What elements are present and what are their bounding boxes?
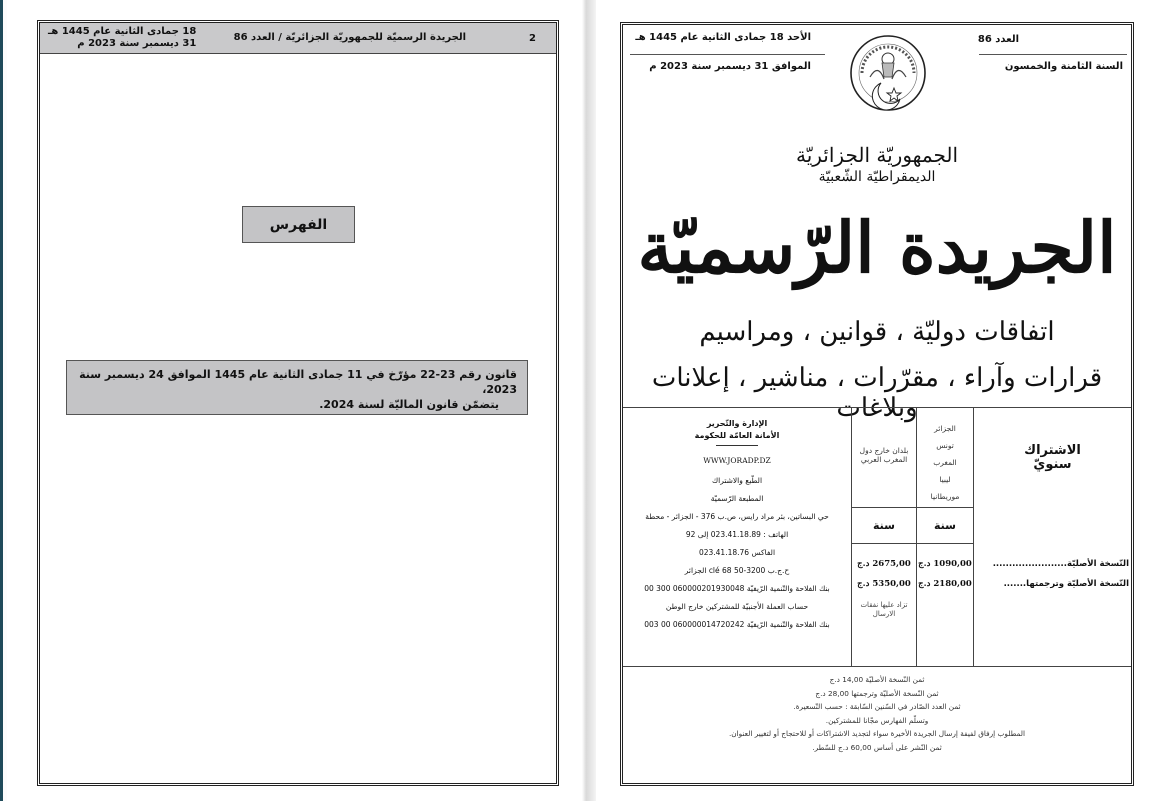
official-press: المطبعة الرّسميّة: [710, 494, 764, 503]
abroad-column: [851, 408, 916, 666]
phone: الهاتف : 023.41.18.89 إلى 92: [685, 530, 789, 539]
abroad-label: بلدان خارج دول المغرب العربي: [852, 408, 916, 508]
address: حي البساتين، بئر مراد رايس، ص.ب 376 - الجزائر - محطة: [645, 512, 829, 521]
admin-title-2: الأمانة العامّة للحكومة: [694, 431, 780, 440]
admin-title: [623, 418, 851, 442]
subscription-heading-1: الاشتراك: [1024, 443, 1081, 458]
option-original: النّسخة الأصليّة.......................: [992, 559, 1129, 569]
subscription-heading: [974, 444, 1131, 472]
subscription-heading-2: سنويّ: [1033, 457, 1072, 472]
option-original-translation: النّسخة الأصليّة وترجمتها.......: [1003, 579, 1129, 589]
publication-year: السنة الثامنة والخمسون: [1004, 61, 1123, 72]
date-hijri: 18 جمادى الثانية عام 1445 هـ: [48, 26, 197, 37]
country: تونس: [936, 441, 954, 450]
masthead-subtitle-1: اتفاقات دوليّة ، قوانين ، ومراسيم: [699, 317, 1055, 347]
date-gregorian: 31 ديسمبر سنة 2023 م: [77, 38, 197, 49]
bank-account-1: بنك الفلاحة والتّنمية الرّيفيّة 060000201930048 300 00: [644, 584, 830, 593]
country: المغرب: [933, 458, 957, 467]
country: الجزائر: [934, 424, 956, 433]
fax: الفاكس 023.41.18.76: [698, 548, 776, 557]
postal-account: ح.ج.ب 3200-50 clé 68 الجزائر: [684, 566, 790, 575]
abroad-period: سنة: [852, 508, 916, 544]
website-link[interactable]: WWW.JORADP.DZ: [703, 456, 771, 465]
toc-entry-line1: قانون رقم 23-22 مؤرّخ في 11 جمادى الثانية عام 1445 الموافق 24 ديسمبر سنة 2023،: [79, 368, 517, 396]
cover-frame: [620, 22, 1134, 786]
footer-line: ثمن العدد الصّادر في السّنين السّابقة : حسب التّسعيرة.: [793, 702, 961, 711]
running-title: الجريدة الرسميّة للجمهوريّة الجزائريّة / العدد 86: [233, 32, 466, 43]
index-heading: الفهرس: [242, 206, 355, 243]
subscription-label-column: [973, 408, 1131, 666]
footer-line: ثمن النّسخة الأصليّة 14,00 د.ج: [829, 675, 925, 684]
shipping-note: تزاد عليها نفقات الارسال: [860, 601, 908, 618]
country: موريطانيا: [930, 492, 960, 501]
administration-info: [623, 408, 851, 666]
page-gutter: [582, 0, 596, 801]
masthead: الجريدة الرّسميّة: [637, 206, 1117, 289]
maghreb-countries: [917, 408, 973, 508]
running-head: [40, 23, 556, 54]
running-date: [48, 26, 196, 50]
page-2: [7, 0, 582, 801]
abroad-price-original: 2675,00 د.ج: [857, 559, 911, 569]
printing-label: الطّبع والاشتراك: [711, 476, 763, 485]
header-rule-right: [979, 54, 1127, 55]
page-cover: [596, 0, 1169, 801]
admin-title-1: الإدارة والتّحرير: [706, 419, 768, 428]
maghreb-price-original: 1090,00 د.ج: [918, 559, 972, 569]
bank-account-2: بنك الفلاحة والتّنمية الرّيفيّة 060000014720242 00 003: [644, 620, 830, 629]
maghreb-price-translation: 2180,00 د.ج: [918, 579, 972, 589]
footer-line: وتسلّم الفهارس مجّانا للمشتركين.: [825, 715, 929, 725]
country: ليبيا: [939, 475, 951, 484]
subscription-table: [623, 407, 1131, 667]
pricing-footer: [623, 673, 1131, 754]
republic-name: الجمهوريّة الجزائريّة: [795, 143, 959, 167]
foreign-account-label: حساب العملة الأجنبيّة للمشتركين خارج الوطن: [665, 602, 809, 611]
footer-line: ثمن النّسخة الأصليّة وترجمتها 28,00 د.ج: [815, 688, 939, 698]
abroad-price-translation: 5350,00 د.ج: [857, 579, 911, 589]
header-rule-left: [630, 54, 825, 55]
admin-divider: [716, 445, 758, 446]
toc-entry-line2: يتضمّن قانون الماليّة لسنة 2024.: [319, 398, 499, 411]
issue-number: العدد 86: [977, 34, 1019, 45]
masthead-subtitle-2: قرارات وآراء ، مقرّرات ، مناشير ، إعلانات وبلاغات: [651, 363, 1103, 423]
maghreb-period: سنة: [917, 508, 973, 544]
footer-line: ثمن النّشر على أساس 60,00 د.ج للسّطر.: [812, 742, 942, 752]
footer-line: المطلوب إرفاق لفيفة إرسال الجريدة الأخيرة سواء لتجديد الاشتراكات أو للاحتجاج أو لتغيير العنوان.: [728, 729, 1026, 738]
issue-date-gregorian: الموافق 31 ديسمبر سنة 2023 م: [649, 61, 811, 72]
issue-date-hijri: الأحد 18 جمادى الثانية عام 1445 هـ: [635, 32, 811, 43]
page-number: 2: [529, 33, 536, 44]
page-frame: [37, 20, 559, 786]
maghreb-column: [916, 408, 973, 666]
toc-entry[interactable]: [66, 360, 528, 415]
republic-subtitle: الديمقراطيّة الشّعبيّة: [818, 169, 936, 185]
state-seal-icon: [848, 33, 928, 113]
